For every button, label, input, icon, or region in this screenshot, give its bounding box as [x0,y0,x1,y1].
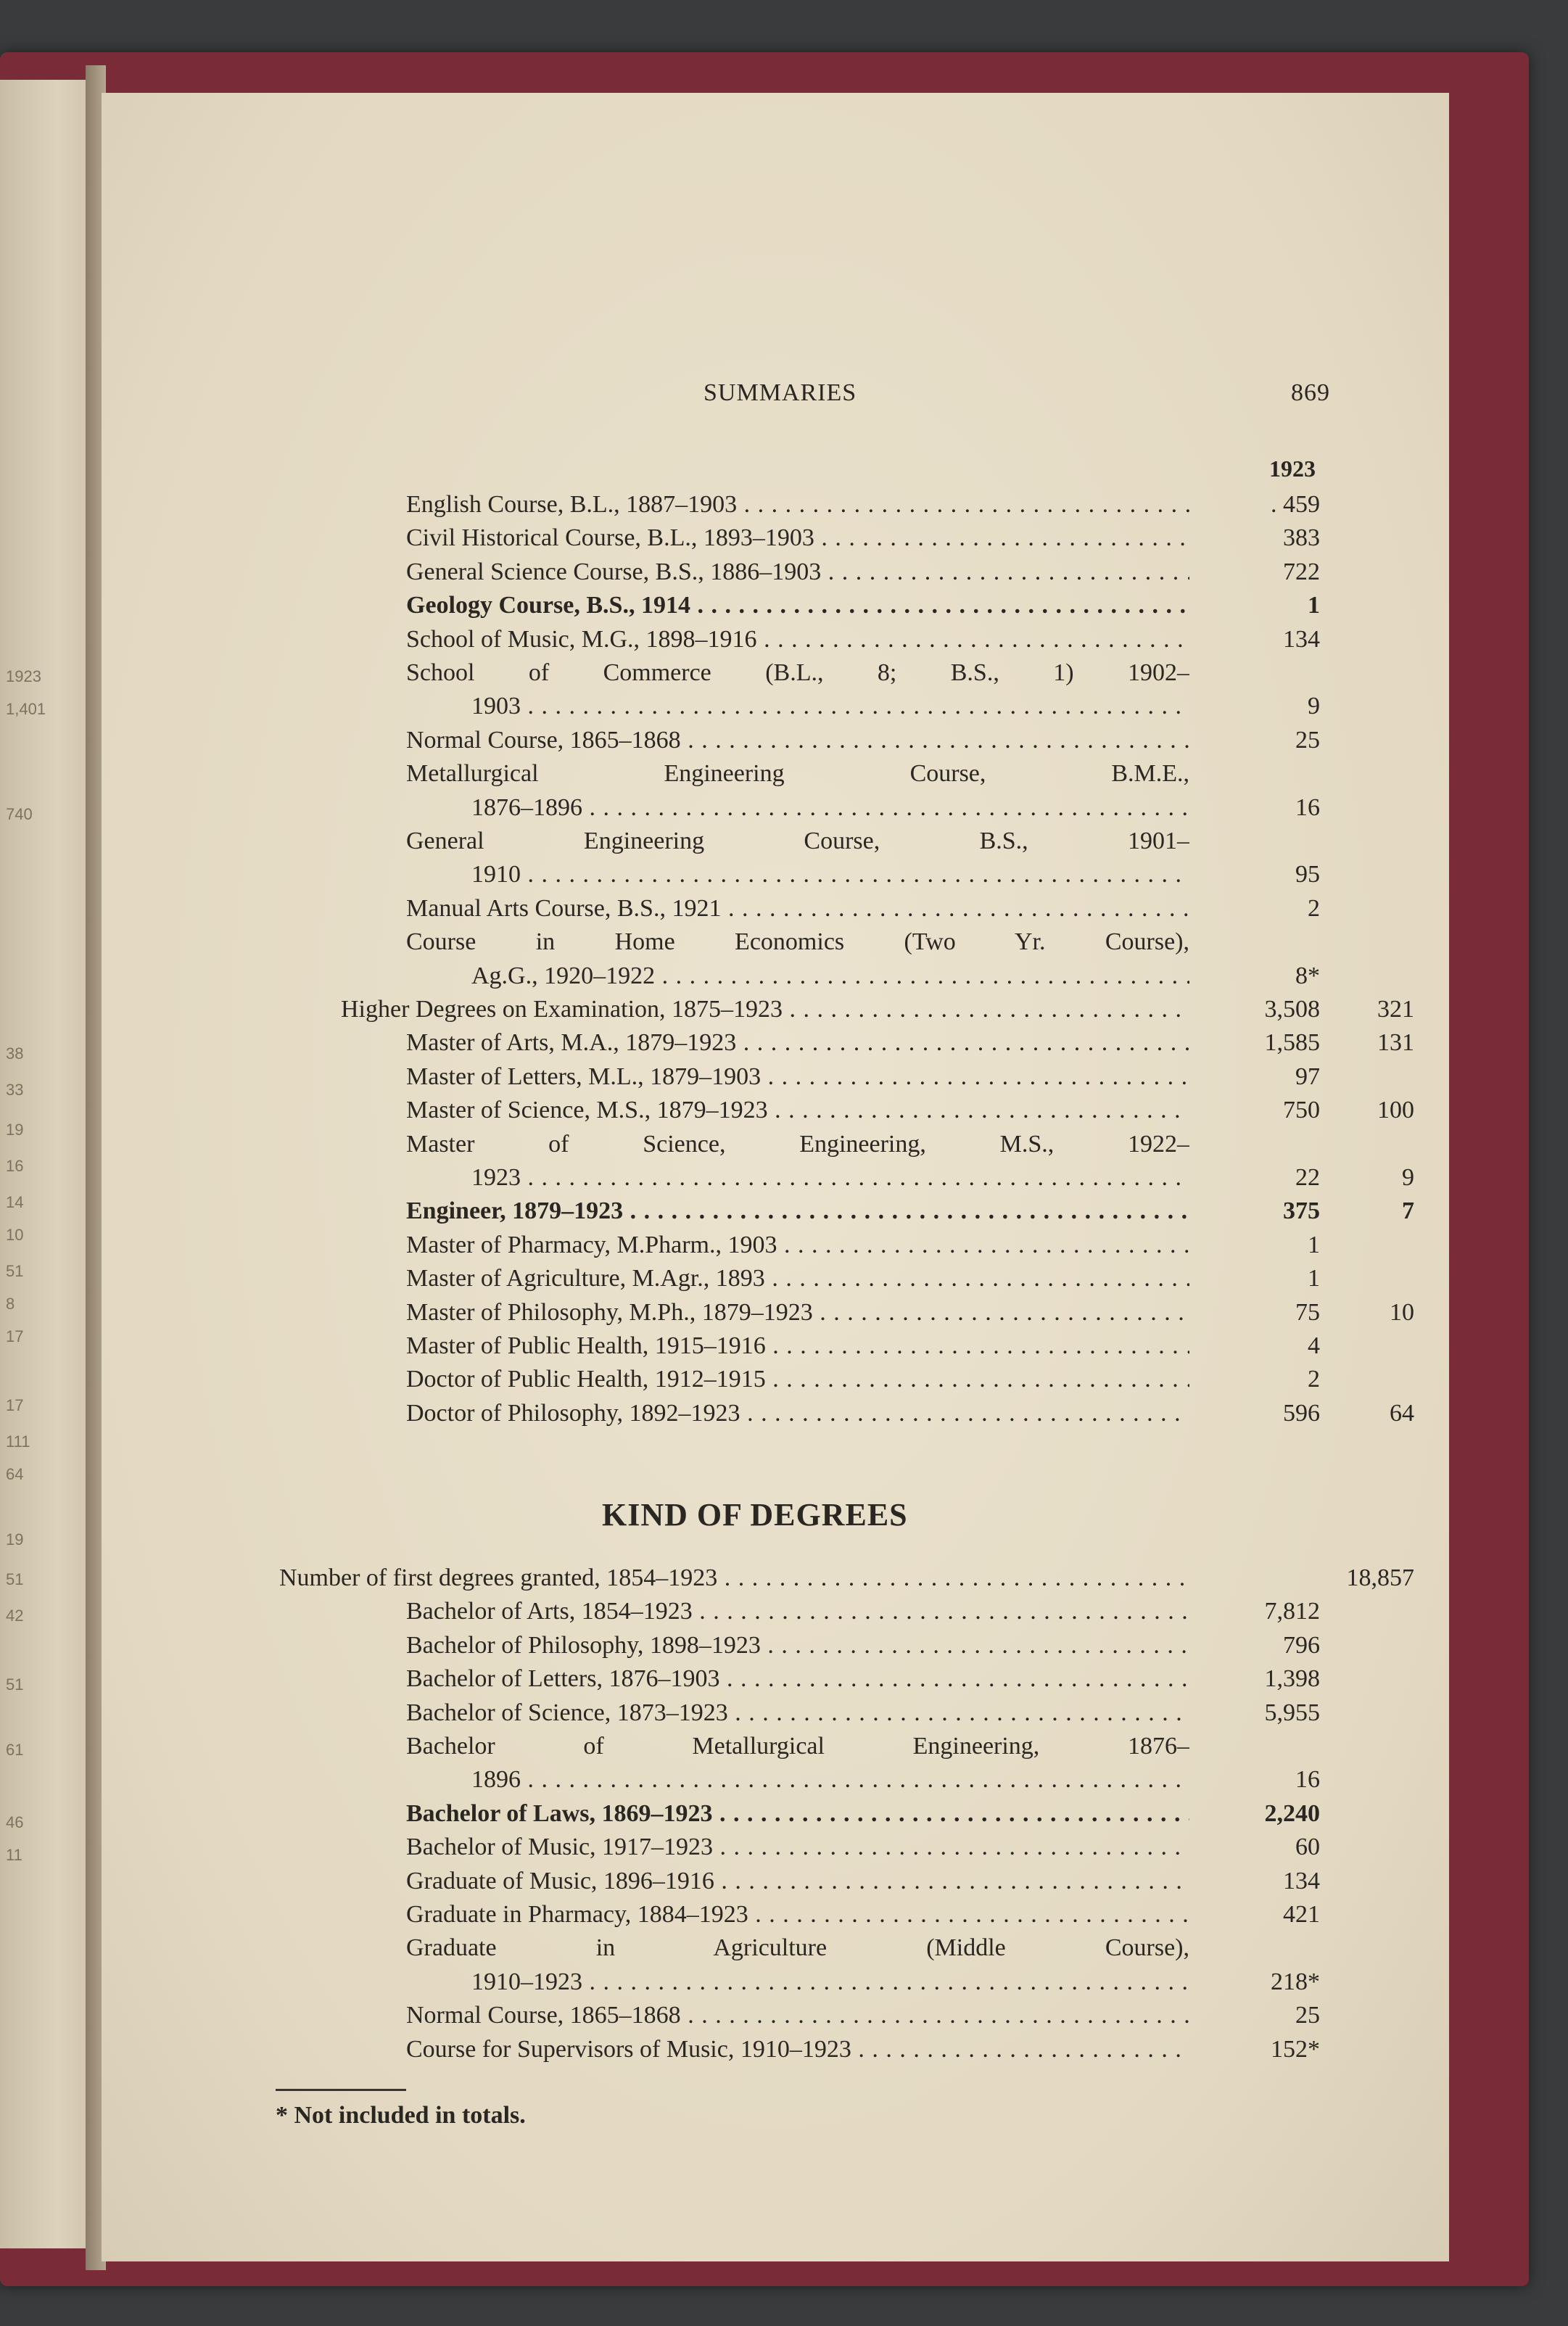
row-label: Master of Public Health, 1915–1916 . . . [406,1329,1189,1363]
margin-mark: 8 [6,1295,15,1313]
row-total: 375 [1283,1197,1320,1225]
table-row [102,1562,1449,1595]
table-row [102,1595,1449,1628]
table-row [102,724,1449,757]
table-row [102,960,1449,993]
book-page [102,93,1449,2261]
running-head-title: SUMMARIES [703,379,857,406]
row-label: 1903 . . . [471,690,1189,723]
table-row [102,1128,1449,1161]
row-label: Bachelor of Science, 1873–1923 . . . [406,1696,1189,1730]
margin-mark: 38 [6,1044,24,1063]
row-label: 1896 . . . [471,1763,1189,1797]
table-row [102,1898,1449,1931]
row-label: Civil Historical Course, B.L., 1893–1903 . . . [406,521,1189,555]
row-count: 796 [1283,1631,1320,1659]
row-total: 9 [1308,693,1320,720]
row-1923: 131 [1377,1029,1414,1057]
row-label: 1910–1923 . . . [471,1966,1189,1999]
row-total: 383 [1283,524,1320,552]
row-1923: 7 [1402,1197,1414,1225]
row-count: 60 [1295,1834,1320,1861]
margin-mark: 51 [6,1262,24,1280]
table-row [102,1662,1449,1696]
table-row [102,521,1449,555]
row-total: 16 [1295,793,1320,821]
row-total: 750 [1283,1097,1320,1124]
row-label: Bachelor of Laws, 1869–1923 . . . [406,1797,1189,1831]
table-row [102,1094,1449,1127]
row-label: Bachelor of Philosophy, 1898–1923 . . . [406,1629,1189,1662]
row-count: 16 [1295,1766,1320,1794]
margin-mark: 10 [6,1226,24,1244]
row-label: Graduate of Music, 1896–1916 . . . [406,1865,1189,1898]
table-row [102,757,1449,791]
row-1923: 100 [1377,1097,1414,1124]
margin-mark: 11 [6,1846,22,1864]
row-total: 22 [1295,1164,1320,1191]
row-label: Bachelor of Letters, 1876–1903 . . . [406,1662,1189,1696]
table-row [102,1060,1449,1094]
row-count: 421 [1283,1901,1320,1928]
row-label: English Course, B.L., 1887–1903 . . . [406,488,1189,521]
row-total: . 459 [1271,491,1320,518]
margin-mark: 19 [6,1121,24,1139]
row-total: 95 [1295,861,1320,888]
margin-mark: 46 [6,1813,24,1831]
table-row [102,1865,1449,1898]
margin-mark: 61 [6,1741,24,1759]
row-label: Master of Agriculture, M.Agr., 1893 . . . [406,1262,1189,1295]
row-1923: 321 [1377,996,1414,1023]
row-count: 1,398 [1264,1665,1320,1693]
row-total: 1,585 [1264,1029,1320,1057]
row-total: 25 [1295,726,1320,754]
row-count: 218* [1271,1968,1320,1995]
row-total: 1 [1308,592,1320,619]
row-label: Manual Arts Course, B.S., 1921 . . . [406,892,1189,925]
section-title: KIND OF DEGREES [602,1497,908,1533]
table-row [102,825,1449,858]
page-number: 869 [1291,379,1330,406]
margin-mark: 64 [6,1465,24,1483]
row-label: Master of Science, M.S., 1879–1923 . . . [406,1094,1189,1127]
column-header-1923: 1923 [1269,455,1316,482]
row-total: 722 [1283,558,1320,585]
table-row [102,1696,1449,1730]
row-1923: 10 [1390,1298,1414,1326]
row-label: Normal Course, 1865–1868 . . . [406,724,1189,757]
row-label: 1910 . . . [471,858,1189,891]
row-label: Master of Letters, M.L., 1879–1903 . . . [406,1060,1189,1094]
table-row [102,1329,1449,1363]
table-row [102,858,1449,891]
table-row [102,1763,1449,1797]
table-row [102,1296,1449,1329]
table-row [102,1229,1449,1262]
row-total: 134 [1283,625,1320,653]
margin-mark: 33 [6,1081,24,1099]
row-count: 152* [1271,2035,1320,2063]
table-row [102,1161,1449,1195]
table-row [102,1397,1449,1430]
row-1923: 9 [1402,1164,1414,1191]
table-row [102,925,1449,959]
row-label: Doctor of Public Health, 1912–1915 . . . [406,1363,1189,1396]
row-label: Bachelor of Metallurgical Engineering, 1876– [406,1733,1189,1760]
table-row [102,1831,1449,1864]
row-label: Higher Degrees on Examination, 1875–1923 . . . [341,993,1189,1026]
row-label: Bachelor of Arts, 1854–1923 . . . [406,1595,1189,1628]
row-label: Course for Supervisors of Music, 1910–1923 . . . [406,2033,1189,2066]
margin-mark: 17 [6,1396,24,1414]
row-label: 1876–1896 . . . [471,791,1189,825]
row-label: General Engineering Course, B.S., 1901– [406,828,1189,854]
table-row [102,1999,1449,2032]
row-label: Doctor of Philosophy, 1892–1923 . . . [406,1397,1189,1430]
table-row [102,1966,1449,1999]
row-total: 1 [1308,1231,1320,1258]
table-row [102,1931,1449,1965]
row-count: 7,812 [1264,1598,1320,1625]
row-count: 134 [1283,1867,1320,1894]
footnote: * Not included in totals. [276,2102,526,2129]
margin-mark: 16 [6,1157,24,1175]
row-total: 4 [1308,1332,1320,1359]
table-row [102,690,1449,723]
table-row [102,1195,1449,1228]
row-1923: 64 [1390,1399,1414,1427]
row-total: 75 [1295,1298,1320,1326]
row-count: 5,955 [1264,1699,1320,1726]
table-row [102,623,1449,656]
table-row [102,1262,1449,1295]
table-row [102,2033,1449,2066]
row-total: 3,508 [1264,996,1320,1023]
row-label: Graduate in Agriculture (Middle Course), [406,1934,1189,1962]
table-row [102,1629,1449,1662]
footnote-rule [276,2089,406,2091]
row-total: 1 [1308,1265,1320,1292]
margin-mark: 14 [6,1193,24,1211]
margin-mark: 42 [6,1607,24,1625]
row-total: 596 [1283,1399,1320,1427]
row-count: 2,240 [1264,1799,1320,1827]
table-row [102,1730,1449,1763]
row-label: Master of Pharmacy, M.Pharm., 1903 . . . [406,1229,1189,1262]
row-total: 2 [1308,1366,1320,1393]
margin-mark: 111 [6,1432,30,1451]
row-label: Master of Philosophy, M.Ph., 1879–1923 . . . [406,1296,1189,1329]
row-label: Course in Home Economics (Two Yr. Course), [406,928,1189,956]
margin-mark: 740 [6,805,33,823]
row-label: Engineer, 1879–1923 . . . [406,1195,1189,1228]
row-label: School of Commerce (B.L., 8; B.S., 1) 1902– [406,659,1189,686]
row-total: 2 [1308,894,1320,922]
row-label: Graduate in Pharmacy, 1884–1923 . . . [406,1898,1189,1931]
table-row [102,1363,1449,1396]
table-row [102,993,1449,1026]
margin-mark: 19 [6,1530,24,1548]
row-total: 97 [1295,1063,1320,1090]
margin-mark: 51 [6,1675,24,1694]
row-label: 1923 . . . [471,1161,1189,1195]
table-row [102,892,1449,925]
table-row [102,589,1449,622]
table-row [102,488,1449,521]
row-label: Number of first degrees granted, 1854–1923 . . . [279,1562,1189,1595]
margin-mark: 17 [6,1327,24,1345]
row-total: 18,857 [1346,1564,1414,1591]
row-label: Geology Course, B.S., 1914 . . . [406,589,1189,622]
row-total: 8* [1295,962,1320,989]
table-row [102,656,1449,690]
row-label: Normal Course, 1865–1868 . . . [406,1999,1189,2032]
row-count: 25 [1295,2002,1320,2029]
table-row [102,1026,1449,1060]
table-row [102,556,1449,589]
row-label: Ag.G., 1920–1922 . . . [471,960,1189,993]
row-label: Master of Arts, M.A., 1879–1923 . . . [406,1026,1189,1060]
margin-mark: 1923 [6,667,41,685]
row-label: General Science Course, B.S., 1886–1903 . . . [406,556,1189,589]
row-label: Master of Science, Engineering, M.S., 1922– [406,1130,1189,1158]
margin-mark: 51 [6,1570,24,1588]
row-label: Metallurgical Engineering Course, B.M.E., [406,760,1189,788]
row-label: Bachelor of Music, 1917–1923 . . . [406,1831,1189,1864]
table-row [102,791,1449,825]
row-label: School of Music, M.G., 1898–1916 . . . [406,623,1189,656]
table-row [102,1797,1449,1831]
margin-mark: 1,401 [6,700,46,718]
